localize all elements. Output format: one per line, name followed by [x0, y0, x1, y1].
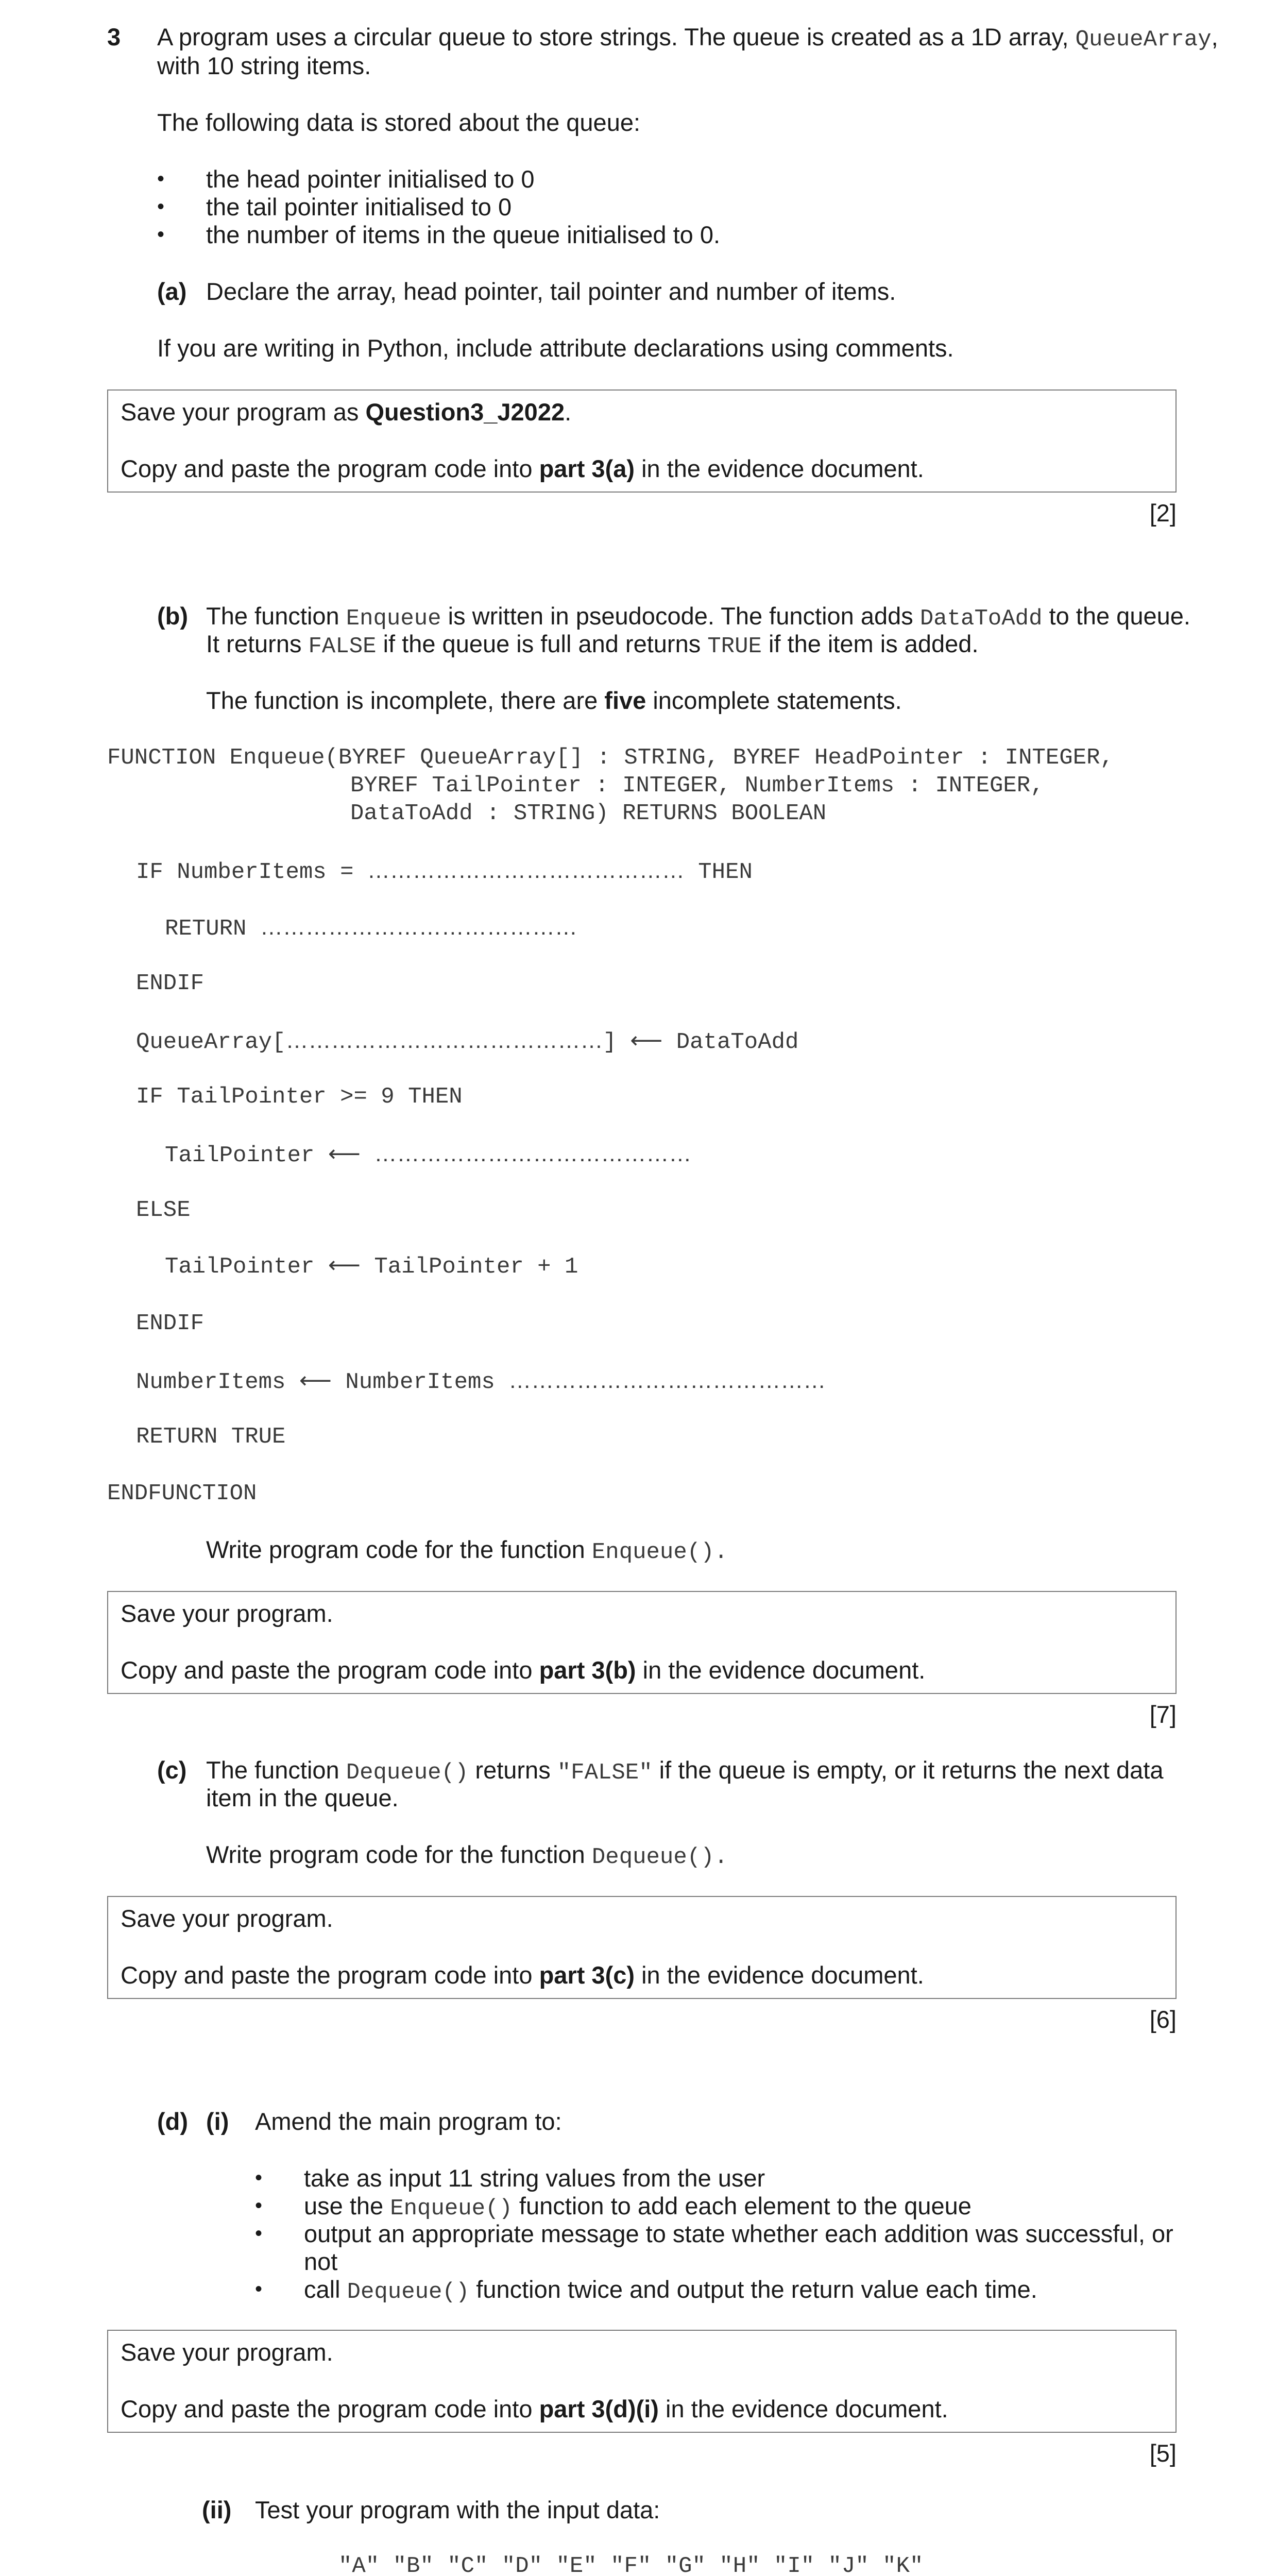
enqueue-code: Enqueue(). [591, 1539, 728, 1565]
bullet-dot: • [255, 2222, 263, 2245]
bullet-item: the head pointer initialised to 0 [206, 165, 535, 193]
intro-comma: , [1211, 23, 1218, 50]
false-code: FALSE [308, 634, 377, 659]
save-instruction [121, 398, 571, 426]
save-instruction: Save your program. [121, 2338, 333, 2366]
code-return [165, 913, 577, 943]
evidence-box-a [107, 389, 1177, 493]
part-b-label: (b) [157, 602, 189, 630]
text: The function [206, 602, 346, 630]
dequeue-code: Dequeue() [346, 1760, 469, 1786]
code-queuearray-assign [136, 1026, 798, 1057]
copy-text: Copy and paste the program code into [121, 455, 539, 482]
part-c-line-2: item in the queue. [206, 1784, 399, 1811]
code-tailpointer-increment: TailPointer ⟵ TailPointer + 1 [165, 1254, 578, 1280]
save-instruction: Save your program. [121, 1600, 333, 1627]
part-d-i-label: (i) [206, 2108, 229, 2135]
enqueue-code: Enqueue [346, 606, 441, 632]
save-text: Save your program as [121, 398, 366, 426]
text: It returns [206, 630, 309, 657]
code-if-numberitems [136, 856, 753, 887]
input-data: "A" "B" "C" "D" "E" "F" "G" "H" "I" "J" "K" [338, 2553, 924, 2576]
intro-line-2: with 10 string items. [157, 52, 371, 79]
part-b-line-2 [206, 630, 979, 661]
blank-dots: …………………………………… [508, 1368, 826, 1393]
evidence-box-b [107, 1591, 1177, 1694]
text: The function is incomplete, there are [206, 687, 605, 714]
marks-d-i: [5] [1149, 2439, 1177, 2467]
text: is written in pseudocode. The function adds [441, 602, 920, 630]
text: use the [304, 2192, 390, 2219]
part-a-text: Declare the array, head pointer, tail pointer and number of items. [206, 278, 896, 305]
dequeue-code: Dequeue() [347, 2279, 470, 2305]
part-ref: part 3(c) [539, 1961, 635, 1989]
evidence-box-c [107, 1896, 1177, 1999]
code-numberitems [136, 1366, 826, 1397]
code-return-true: RETURN TRUE [136, 1424, 286, 1450]
copy-text-end: in the evidence document. [658, 2395, 948, 2422]
question-number: 3 [107, 23, 121, 50]
copy-instruction [121, 2395, 948, 2423]
part-c-label: (c) [157, 1756, 187, 1784]
text: Write program code for the function [206, 1536, 592, 1563]
blank-dots: …………………………………… [374, 1141, 692, 1166]
part-d-i-text: Amend the main program to: [255, 2108, 562, 2135]
bullet-item-cont: not [304, 2248, 338, 2275]
copy-text: Copy and paste the program code into [121, 2395, 539, 2422]
marks-b: [7] [1149, 1701, 1177, 1728]
text: incomplete statements. [646, 687, 902, 714]
false-string-code: "FALSE" [557, 1760, 653, 1786]
save-instruction: Save your program. [121, 1905, 333, 1932]
file-name: Question3_J2022 [365, 398, 565, 426]
bullet-dot: • [255, 2166, 263, 2189]
code: TailPointer ⟵ [165, 1143, 374, 1168]
code: NumberItems ⟵ NumberItems [136, 1369, 509, 1395]
text: to the queue. [1042, 602, 1190, 630]
code: QueueArray[ [136, 1029, 286, 1055]
blank-dots: …………………………………… [367, 858, 685, 883]
dequeue-code: Dequeue(). [591, 1844, 728, 1870]
code-endif-1: ENDIF [136, 971, 205, 996]
save-period: . [565, 398, 572, 426]
datatoadd-code: DataToAdd [919, 606, 1043, 632]
bullet-dot: • [255, 2194, 263, 2217]
copy-instruction [121, 1656, 925, 1684]
part-ref: part 3(d)(i) [539, 2395, 659, 2422]
text: returns [468, 1756, 557, 1784]
copy-text: Copy and paste the program code into [121, 1961, 539, 1989]
code: IF NumberItems = [136, 859, 367, 885]
copy-text-end: in the evidence document. [635, 455, 924, 482]
intro-line-1 [157, 23, 1218, 54]
bullet-dot: • [157, 223, 165, 246]
text: Write program code for the function [206, 1841, 592, 1868]
bullet-item [304, 2275, 1037, 2307]
emphasis: five [604, 687, 646, 714]
copy-text-end: in the evidence document. [635, 1961, 924, 1989]
part-b-line-3 [206, 686, 902, 715]
bullet-dot: • [255, 2278, 263, 2300]
code: THEN [684, 859, 753, 885]
bullet-dot: • [157, 195, 165, 218]
text: if the item is added. [761, 630, 979, 657]
code-header-3: DataToAdd : STRING) RETURNS BOOLEAN [350, 801, 827, 826]
bullet-item: the tail pointer initialised to 0 [206, 193, 512, 221]
intro-text: A program uses a circular queue to store strings. The queue is created as a 1D array, [157, 23, 1069, 50]
part-a-label: (a) [157, 278, 187, 305]
part-ref: part 3(b) [539, 1656, 636, 1684]
code: ] ⟵ DataToAdd [603, 1029, 799, 1055]
code-endfunction: ENDFUNCTION [107, 1481, 257, 1506]
bullet-dot: • [157, 167, 165, 190]
text: The function [206, 1756, 346, 1784]
code-tailpointer-reset [165, 1140, 691, 1170]
text: call [304, 2276, 347, 2303]
bullet-item: take as input 11 string values from the user [304, 2164, 765, 2192]
code: RETURN [165, 916, 260, 942]
part-d-label: (d) [157, 2108, 189, 2135]
text: function twice and output the return value each time. [469, 2276, 1037, 2303]
marks-c: [6] [1149, 2006, 1177, 2033]
copy-text-end: in the evidence document. [636, 1656, 926, 1684]
code-endif-2: ENDIF [136, 1311, 205, 1336]
enqueue-code: Enqueue() [390, 2196, 513, 2222]
bullet-item [304, 2192, 972, 2223]
code-if-tailpointer: IF TailPointer >= 9 THEN [136, 1084, 463, 1110]
part-d-ii-text: Test your program with the input data: [255, 2496, 660, 2523]
marks-a: [2] [1149, 499, 1177, 527]
code-header-2: BYREF TailPointer : INTEGER, NumberItems : INTEGER, [350, 773, 1044, 799]
text: if the queue is empty, or it returns the next data [652, 1756, 1164, 1784]
write-dequeue [206, 1840, 728, 1872]
evidence-box-d-i [107, 2330, 1177, 2433]
copy-instruction [121, 1961, 924, 1989]
part-b-line-1 [206, 602, 1190, 633]
blank-dots: …………………………………… [285, 1028, 603, 1053]
text: function to add each element to the queue [512, 2192, 972, 2219]
part-ref: part 3(a) [539, 455, 635, 482]
true-code: TRUE [707, 634, 762, 659]
bullet-item: output an appropriate message to state whether each addition was successful, or [304, 2220, 1173, 2247]
data-intro: The following data is stored about the queue: [157, 109, 641, 136]
text: if the queue is full and returns [376, 630, 708, 657]
code-header-1: FUNCTION Enqueue(BYREF QueueArray[] : STRING, BYREF HeadPointer : INTEGER, [107, 745, 1114, 771]
python-note: If you are writing in Python, include attribute declarations using comments. [157, 334, 954, 362]
part-c-line-1 [206, 1756, 1164, 1787]
bullet-item: the number of items in the queue initialised to 0. [206, 221, 721, 248]
copy-text: Copy and paste the program code into [121, 1656, 539, 1684]
blank-dots: …………………………………… [260, 914, 577, 940]
write-enqueue [206, 1535, 728, 1567]
part-d-ii-label: (ii) [202, 2496, 232, 2523]
code-else: ELSE [136, 1197, 191, 1223]
queue-array-code: QueueArray [1075, 27, 1212, 53]
copy-instruction [121, 454, 924, 483]
